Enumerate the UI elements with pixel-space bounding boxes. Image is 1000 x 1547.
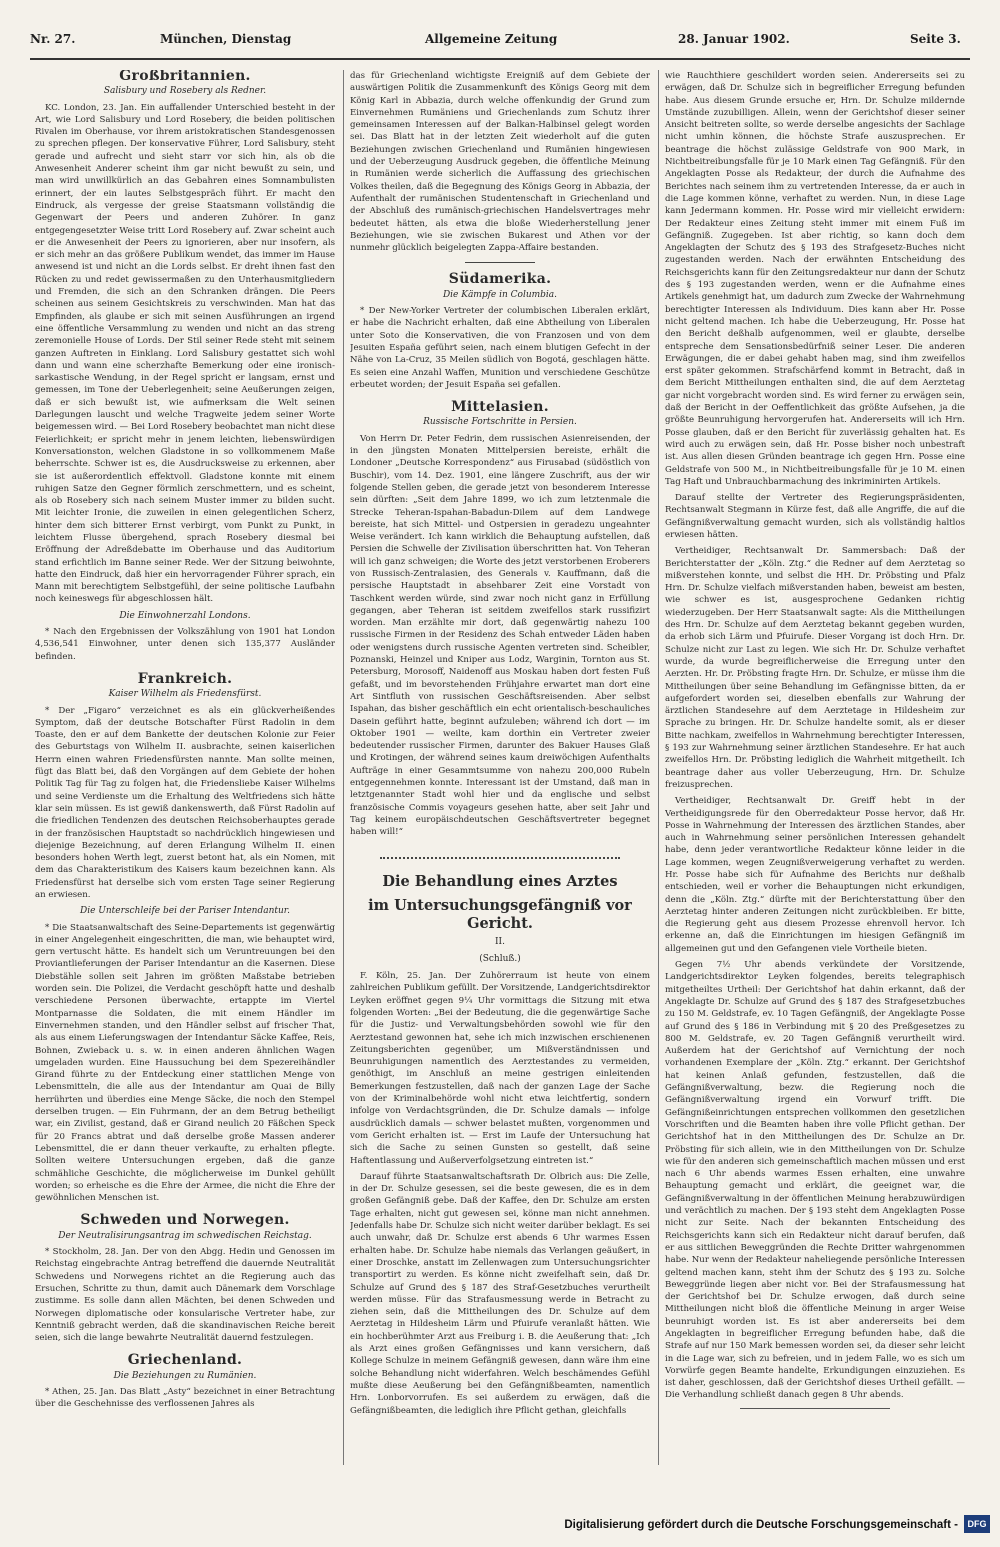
article-paragraph: Darauf stellte der Vertreter des Regierungspräsidenten, Rechtsanwalt Stegmann in Kürze fest, daß alle Angriffe, die auf die Gefängnißverwaltung gemacht wurden, sich als vollständig haltlos erwiesen hätten. (665, 493, 965, 540)
article-paragraph: Von Herrn Dr. Peter Fedrin, dem russischen Asienreisenden, der in den jüngsten Monaten Mittelpersien bereiste, erhält die Londoner „Deutsche Korrespondenz“ aus Firusabad (südöstlich von Buschir), vom 14. Dez. 1901, eine längere Zuschrift, aus der wir folgende Stellen geben, die gerade jetzt von besonderem Interesse sein dürften: „Seit dem Jahre 1899, wo ich zum letztenmale die Strecke Teheran-Ispahan-Babadun-Dilem auf dem Landwege bereiste, hat sich Mittel- und Ostpersien in geradezu ungeahnter Weise verändert. Ich kann wirklich die Behauptung aufstellen, daß Persien die Schwelle der Zivilisation überschritten hat. Von Teheran will ich ganz schweigen; die Worte des jetzt verstorbenen Eroberers von Russisch-Zentralasien, des Generals v. Kauffmann, daß die persische Hauptstadt in absehbarer Zeit eine Vorstadt von Taschkent werden würde, sind zwar noch nicht ganz in Erfüllung gegangen, aber Teheran ist seitdem zweifellos stark russifizirt worden. Man erzählte mir dort, daß gegenwärtig nahezu 100 russische Firmen in der Residenz des Schah entweder Läden haben oder wenigstens durch russische Agenten vertreten sind. Scheibler, Poznanski, Heinzel und Kniper aus Lodz, Warginin, Tornton aus St. Petersburg, Morosoff, Naidenoff aus Moskau haben dort festen Fuß gefaßt, und im bevorstehenden Frühjahre erwartet man dort eine Art Sintfluth von russischen Geschäftsreisenden. Aber selbst Ispahan, das bisher geschäftlich ein echt orientalisch-beschauliches Dasein geführt hatte, beginnt aufzuleben; während ich dort — im Oktober 1901 — weilte, kam dorthin ein Vertreter zweier bedeutender russischer Firmen, darunter des Bakuer Hauses Glaß und Krotingen, der während seines kaum dreiwöchigen Aufenthalts Aufträge in einer Gesammtsumme von nahezu 200,000 Rubeln entgegennehmen konnte. Interessant ist der Umstand, daß man in letztgenannter Stadt wohl hier und da englische und selbst französische Commis voyageurs gesehen hatte, aber seit Jahr und Tag keinem europäischdeutschen Geschäftsvertreter begegnet haben will!“ (350, 433, 650, 838)
article-headline-line-2: im Untersuchungsgefängniß vor Gericht. (368, 896, 632, 932)
article-paragraph: Vertheidiger, Rechtsanwalt Dr. Greiff hebt in der Vertheidigungsrede für den Oberredakteur Posse hervor, daß Hr. Posse in Wahrnehmung der Interessen des ärztlichen Standes, aber auch in Wahrnehmung seiner persönlichen Interessen gehandelt habe, denn jeder verantwortliche Redakteur könne leider in die Lage kommen, wegen Zeugnißverweigerung verhaftet zu werden. Hr. Posse habe sich für Aufnahme des Berichts nur deßhalb entschieden, weil er vorher die Behauptungen nicht erkundigen, denn die „Köln. Ztg.“ dürfte mit der Berichterstattung über den Aerztetag hinter anderen Zeitungen nicht zurückbleiben. Er bitte, die Regierung geht aus diesem Prozesse ehrenvoll hervor. Ich erkenne an, daß die Einrichtungen im hiesigen Gefängniß im allgemeinen gut und den Gefangenen viele Vortheile bieten. (665, 796, 965, 954)
column-2 (350, 70, 650, 1465)
short-divider (465, 262, 535, 263)
section-subtitle: Die Einwohnerzahl Londons. (119, 610, 251, 621)
column-1 (35, 70, 335, 1465)
section-title-grossbritannien: Großbritannien. (119, 70, 251, 84)
digitization-credit: Digitalisierung gefördert durch die Deutsche Forschungsgemeinschaft - (564, 1519, 958, 1531)
article-paragraph: * Der New-Yorker Vertreter der columbischen Liberalen erklärt, er habe die Nachricht erhalten, daß eine Abtheilung von Liberalen unter Soto die Konservativen, die von Franzosen und von dem Jesuiten España geführt seien, nach einem blutigen Gefecht in der Nähe von La-Cruz, 35 Meilen südlich von Bogotá, geschlagen hätte. Es seien eine Anzahl Waffen, Munition und verschiedene Geschütze erbeutet worden; der Jesuit España sei gefallen. (350, 306, 650, 390)
newspaper-page (20, 22, 970, 1512)
end-divider (740, 1408, 890, 1409)
dotted-divider (380, 857, 620, 859)
column-divider-2 (658, 70, 659, 1465)
article-paragraph: * Der „Figaro“ verzeichnet es als ein glückverheißendes Symptom, daß der deutsche Botschafter Fürst Radolin in dem Toaste, den er auf dem Bankette der deutschen Kolonie zur Feier des Geburtstags von Wilhelm II. ausbrachte, seinen kaiserlichen Herrn einen wahren Friedensfürsten nannte. Man sollte meinen, fügt das Blatt bei, daß den Vorgängen auf dem Gebiete der hohen Politik Tag für Tag zu folgen hat, die Friedensliebe Kaiser Wilhelms und seine Verdienste um die Erhaltung des Weltfriedens sich hätte klar sein müssen. Es ist gewiß dankenswerth, daß Fürst Radolin auf die friedlichen Tendenzen des deutschen Reichsoberhauptes gerade in der französischen Hauptstadt so nachdrücklich hingewiesen und diejenige Bezeichnung, auf deren Erlangung Wilhelm II. einen besonders hohen Werth legt, zuerst betont hat, als ein Nomen, mit dem das Charakteristikum des Kaisers kaum bezeichnen kann. Als Friedensfürst hat derselbe sich vom ersten Tage seiner Regierung an erwiesen. (35, 705, 335, 900)
page-header (30, 32, 970, 54)
article-paragraph: * Athen, 25. Jan. Das Blatt „Asty“ bezeichnet in einer Betrachtung über die Geschehnisse des verflossenen Jahres als (35, 1386, 335, 1410)
article-paragraph: * Nach den Ergebnissen der Volkszählung von 1901 hat London 4,536,541 Einwohner, unter denen sich 135,377 Ausländer befinden. (35, 627, 335, 662)
header-divider (30, 58, 970, 60)
section-title-suedamerika: Südamerika. (448, 271, 552, 288)
section-title-schweden: Schweden und Norwegen. (80, 1212, 290, 1229)
article-paragraph: Vertheidiger, Rechtsanwalt Dr. Sammersbach: Daß der Berichterstatter der „Köln. Ztg.“ die Redner auf dem Aerztetag so mißverstehen konnte, und selbst die HH. Dr. Pröbsting und Pfalz Hrn. Dr. Schulze vielfach mißverstanden haben, beweist am besten, wie schwer es ist, ausgesprochene Gedanken richtig wiederzugeben. Der Herr Staatsanwalt sagte: Als die Mittheilungen des Hrn. Dr. Schulze auf dem Aerztetag bekannt gegeben wurden, da erhob sich Lärm und Pfuirufe. Dieser Vorgang ist doch Hrn. Dr. Schulze nicht zur Last zu legen. Wie sich Hr. Dr. Schulze verhaftet wurde, da wurde begreiflicherweise die Erregung unter den Aerzten. Hr. Dr. Pröbsting fragte Hrn. Dr. Schulze, er müsse ihm die Mittheilungen über seine Behandlung im Gefängnisse bitten, da er aufgefordert worden sei, dieselben ebenfalls zur Wahrung der ärztlichen Standesehre auf dem Aerztetage in Hildesheim zur Sprache zu bringen. Hr. Dr. Schulze handelte somit, als er dieser Bitte nachkam, zweifellos in Wahrnehmung berechtigter Interessen, § 193 zur Wahrnehmung seiner ärztlichen Standesehre. Er hat auch zweifellos Hrn. Dr. Pröbsting lediglich die Wahrheit mitgetheilt. Ich beantrage daher aus voller Ueberzeugung, Hrn. Dr. Schulze freizusprechen. (665, 546, 965, 790)
column-divider-1 (343, 70, 344, 1465)
column-3 (665, 70, 965, 1416)
newspaper-title: Allgemeine Zeitung (425, 32, 558, 46)
section-title-mittelasien: Mittelasien. (451, 399, 549, 416)
section-subtitle: Der Neutralisirungsantrag im schwedischen Reichstag. (58, 1230, 312, 1241)
issue-number: Nr. 27. (30, 32, 76, 46)
section-subtitle: Die Kämpfe in Columbia. (442, 289, 558, 300)
issue-date: 28. Januar 1902. (678, 32, 790, 46)
section-subtitle: Die Beziehungen zu Rumänien. (113, 1370, 257, 1381)
article-paragraph: KC. London, 23. Jan. Ein auffallender Unterschied besteht in der Art, wie Lord Salisbury und Lord Rosebery, die beiden politischen Rivalen im Oberhause, vor ihrem aristokratischen Standesgenossen zu sprechen pflegen. Der konservative Führer, Lord Salisbury, steht gerade und aufrecht und sieht starr vor sich hin, als ob die Anwesenheit Anderer scheint ihm gar nicht bewußt zu sein, und man wird unwillkürlich an das Gebahren eines Somnambulisten erinnert, der ein lautes Selbstgespräch führt. Er macht den Eindruck, als vergesse der greise Staatsmann vollständig die Gegenwart der Peers und anderen Zuhörer. In ganz entgegengesetzter Weise tritt Lord Rosebery auf. Zwar scheint auch er die Anwesenheit der Peers zu ignorieren, aber nur insofern, als er sich mehr an das größere Publikum wendet, das immer im Hause anwesend ist und nicht an die Lords selbst. Er dreht ihnen fast den Rücken zu und redet gewissermaßen zu den Unterhausmitgliedern und Fremden, die sich an den Schranken drängen. Die Peers scheinen aus seinem Gesichtskreis zu verschwinden. Man hat das Empfinden, als glaube er sich mit seinen Ausführungen an irgend eine öffentliche Versammlung zu wenden und nicht an das streng zeremonielle House of Lords. Der Stil seiner Rede steht mit seinem ganzen Auftreten in Einklang. Lord Salisbury gestattet sich wohl dann und wann eine scherzhafte Bemerkung oder eine ironisch-sarkastische Wendung, in der Regel spricht er langsam, ernst und gemessen, im Tone der Ueberlegenheit; seine Aeußerungen zeigen, daß er sich bewußt ist, wie aufmerksam die Welt seinen Darlegungen lauscht und welche Tragweite jedem seiner Worte beigemessen wird. — Bei Lord Rosebery beobachtet man nicht diese Feierlichkeit; er spricht mehr in jenem leichten, liebenswürdigen Konversationston, welchen Gladstone in so vollkommenem Maße beherrschte. Schwer ist es, die Ausdrucksweise zu erkennen, aber sie ist außerordentlich effektvoll. Gladstone konnte mit einem ruhigen Satze den Gegner förmlich zerschmettern, und es scheint, als ob Rosebery sich nach seinem Muster immer zu bilden sucht. Mit leichter Ironie, die zuweilen in einen gelegentlichen Scherz, hinter dem sich bitterer Ernst verbirgt, vom Punkt zu Punkt, in leichtem Flusse übergehend, sprach Rosebery diesmal bei Eröffnung der Adreßdebatte im Oberhause und das Auditorium stand erfichtlich im Banne seiner Rede. Wer der Sitzung beiwohnte, hatte den Eindruck, daß hier ein hervorragender Führer sprach, ein Mann mit berechtigtem Selbstgefühl, der seine politische Laufbahn noch keineswegs für abgeschlossen hält. (35, 102, 335, 605)
article-paragraph: F. Köln, 25. Jan. Der Zuhörerraum ist heute von einem zahlreichen Publikum gefüllt. Der Vorsitzende, Landgerichtsdirektor Leyken eröffnet gegen 9¼ Uhr vormittags die Sitzung mit etwa folgenden Worten: „Bei der Bedeutung, die die gegenwärtige Sache für die Justiz- und Verwaltungsbehörden sowohl wie für den Aerztestand gewonnen hat, sehe ich mich inzwischen erschienenen Zeitungsberichten gegenüber, um Mißverständnissen und Beunruhigungen namentlich des Aerztestandes zu vermeiden, genöthigt, im Anschluß an meine gestrigen einleitenden Bemerkungen festzustellen, daß nach der ganzen Lage der Sache von der Kriminalbehörde wohl nicht etwa leichtfertig, sondern infolge von Verdachtsgründen, die Dr. Schulze damals — infolge ausdrücklich damals — schwer belastet mußten, vorgenommen und vom Gericht erhalten ist. — Erst im Laufe der Untersuchung hat sich die Sache zu seinen Gunsten so gestellt, daß seine Haftentlassung und Außerverfolgsetzung eintreten ist.“ (350, 971, 650, 1166)
article-paragraph: Gegen 7½ Uhr abends verkündete der Vorsitzende, Landgerichtsdirektor Leyken folgendes, bereits telegraphisch mitgetheiltes Urtheil: Der Gerichtshof hat dahin erkannt, daß der Angeklagte Dr. Schulze auf Grund des § 187 des Strafgesetzbuches zu 150 M. Geldstrafe, ev. 10 Tagen Gefängniß, der Angeklagte Posse auf Grund des § 186 in Verbindung mit § 20 des Preßgesetzes zu 800 M. Geldstrafe, ev. 20 Tagen Gefängniß verurtheilt wird. Außerdem hat der Gerichtshof auf Vernichtung der noch vorhandenen Exemplare der „Köln. Ztg.“ erkannt. Der Gerichtshof hat keinen Anlaß gefunden, festzustellen, daß die Gefängnißverwaltung, bezw. die Regierung noch die Gefängnißverwaltung irgend ein Vorwurf trifft. Die Gefängnißeinrichtungen entsprechen vollkommen den gesetzlichen Vorschriften und die Beamten haben ihre volle Pflicht gethan. Der Gerichtshof hat in den Mittheilungen des Dr. Schulze an Dr. Pröbsting für sich allein, wie in den Mittheilungen von Dr. Schulze wie für den anderen sich gemeinschaftlich machen müssen und erst nach 6 Uhr abends warmes Essen erhalten, eine unwahre Behauptung gemacht und erklärt, die geeignet war, die Gefängnißverwaltung in der öffentlichen Meinung herabzuwürdigen und verächtlich zu machen. Der § 193 steht dem Angeklagten Posse nicht zur Seite. Nach der bekannten Entscheidung des Reichsgerichts kann sich ein Redakteur nicht darauf berufen, daß er aus sittlichen Beweggründen die Rechte Dritter wahrgenommen habe. Nur wenn der Redakteur naheliegende persönliche Interessen geltend machen kann, steht ihm der Schutz des § 193 zu. Solche Beweggründe liegen aber nicht vor. Bei der Strafausmessung hat der Gerichtshof bei Dr. Schulze erwogen, daß durch seine Mittheilungen nicht bloß die öffentliche Meinung in arger Weise beunruhigt worden ist. Es ist aber andererseits bei dem Angeklagten in begreiflicher Erregung befunden habe, daß die Strafe auf nur 150 Mark bemessen worden sei, da dieser sehr leicht in die Lage war, sich zu befreien, und in jedem Falle, wo es sich um Vorwürfe gegen Beamte handelte, Erkundigungen einzuziehen. Es ist daher, geschlossen, daß der Gerichtshof dieses Urtheil gefällt. — Die Verhandlung schließt danach gegen 8 Uhr abends. (665, 960, 965, 1401)
article-headline-line-1: Die Behandlung eines Arztes (382, 872, 618, 890)
section-title-griechenland: Griechenland. (127, 1352, 243, 1369)
dfg-logo: DFG (964, 1515, 990, 1533)
article-paragraph: das für Griechenland wichtigste Ereigniß auf dem Gebiete der auswärtigen Politik die Zusammenkunft des Königs Georg mit dem König Karl in Abbazia, durch welche offenkundig der Grund zum Einvernehmen Rumäniens und Griechenlands zum Schutz ihrer gemeinsamen Interessen auf der Balkan-Halbinsel gelegt worden sei. Das Blatt hat in der letzten Zeit wiederholt auf die guten Beziehungen zwischen Griechenland und Rumänien hingewiesen und der Ueberzeugung Ausdruck gegeben, die öffentliche Meinung in Rumänien werde sicherlich die Auffassung des griechischen Volkes theilen, daß die Begegnung des Königs Georg in Abbazia, der Aufenthalt der rumänischen Studentenschaft in Griechenland und der Abschluß des rumänisch-griechischen Handelsvertrages mehr bedeutet hätten, als etwa die bloße Wiederherstellung jener Beziehungen, wie sie zwischen Bukarest und Athen vor der nunmehr glücklich beigelegten Zappa-Affaire bestanden. (350, 71, 650, 254)
section-subtitle: Salisbury und Rosebery als Redner. (103, 86, 267, 97)
section-title-frankreich: Frankreich. (137, 670, 233, 687)
article-paragraph: Darauf führte Staatsanwaltschaftsrath Dr. Olbrich aus: Die Zelle, in der Dr. Schulze gesessen, sei die beste gewesen, die es in dem großen Gefängniß gebe. Daß der Kaffee, den Dr. Schulze am ersten Tage erhalten, nicht gut gewesen sei, könne man nicht annehmen. Jedenfalls habe Dr. Schulze sich nicht weiter darüber beklagt. Es sei auch unwahr, daß Dr. Schulze erst abends 6 Uhr warmes Essen erhalten habe. Dr. Schulze habe niemals das Verlangen geäußert, in einer Droschke, anstatt im Zellenwagen zum Untersuchungsrichter transportirt zu werden. Es könne nicht zweifelhaft sein, daß Dr. Schulze auf Grund des § 187 des Straf-Gesetzbuches verurtheilt werden müsse. Für das Strafausmessung werde in Betracht zu ziehen sein, daß die Mittheilungen des Dr. Schulze auf dem Aerztetag in Hildesheim Lärm und Pfuirufe veranlaßt hätten. Wie ein hochberühmter Arzt aus Freiburg i. B. die Aeußerung that: „Ich als Arzt eines großen Gefängnisses und kann versichern, daß Kollege Schulze in meinem Gefängniß gewesen, dann wäre ihm eine solche Behandlung nicht widerfahren. Welch beschämendes Gefühl mußte diese Aeußerung bei den Gefängnißbeamten, namentlich Hrn. Lonborvorrufen. Es sei außerdem zu erwägen, daß die Gefängnißbeamten, die lediglich ihre Pflicht gethan, gleichfalls (350, 1171, 650, 1416)
article-part-number: II. (495, 936, 505, 947)
article-paragraph: wie Rauchthiere geschildert worden seien. Andererseits sei zu erwägen, daß Dr. Schulze sich in begreiflicher Erregung befunden habe. Aus diesem Grunde ersuche er, Hrn. Dr. Schulze mildernde Umstände zuzubilligen. Allein, wenn der Gerichtshof dieser seiner Ansicht beitreten sollte, so werde derselbe angesichts der Sachlage nicht umhin können, die höchste Strafe auszusprechen. Er beantrage die höchst zulässige Geldstrafe von 900 Mark, in Nichtbeitreibungsfalle für je 10 Mark einen Tag Gefängniß. Für den Angeklagten Posse als Redakteur, der durch die Aufnahme des Berichtes nach seinem ihm zu vertretenden Interesse, da er auch in die Lage kommen könne, verhaftet zu werden. Nun, in diese Lage kann Jedermann kommen. Hr. Posse wird mir vielleicht erwidern: Der Redakteur eines Zeitung steht immer mit einem Fuß im Gefängniß. Zugegeben. Ist aber richtig, so kann doch dem Angeklagten der Schutz des § 193 des Strafgesetz-Buches nicht zugestanden werden. Nach der erwähnten Entscheidung des Reichsgerichts kann für den Zeitungsredakteur nur dann der Schutz des § 193 zugestanden werden, wenn er die Aufnahme eines Artikels genehmigt hat, um dadurch zum Zwecke der Wahrnehmung berechtigter Interessen als Individuum. Dies kann aber Hr. Posse nicht geltend machen. Ich habe die Ueberzeugung, Hr. Posse hat den Bericht deßhalb aufgenommen, weil er glaubte, derselbe entspreche dem Sensationsbedürfniß seiner Leser. Die anderen Erwägungen, die er dabei gehabt haben mag, sind ihm zweifellos erst später gekommen. Strafschärfend kommt in Betracht, daß in dem Bericht Mittheilungen enthalten sind, die auf dem Aerztetag gar nicht vorgebracht worden sind. Es wird ferner zu erwägen sein, daß der Bericht in der Oeffentlichkeit das größte Aufsehen, ja die größte Beunruhigung hervorgerufen hat. Andererseits will ich Hrn. Posse glauben, daß er den Bericht für zuverlässig gehalten hat. Es wird auch zu erwägen sein, daß Hr. Posse bisher noch unbestraft ist. Aus allen diesen Gründen beantrage ich gegen Hrn. Posse eine Geldstrafe von 500 M., in Nichtbeitreibungsfalle für je 10 M. einen Tag Haft und Unbrauchbarmachung des inkriminirten Artikels. (665, 71, 965, 487)
article-paragraph: * Stockholm, 28. Jan. Der von den Abgg. Hedin und Genossen im Reichstag eingebrachte Antrag betreffend die dauernde Neutralität Schwedens und Norwegens richtet an die Regierung auch das Ersuchen, Schritte zu thun, damit auch Dänemark dem Vorschlage zustimme. Es solle dann allen Mächten, bei denen Schweden und Norwegen diplomatische oder konsularische Vertreter habe, zur Kenntniß gebracht werden, daß die skandinavischen Reiche bereit seien, sich die lange bewahrte Neutralität dauernd festzulegen. (35, 1247, 335, 1344)
place-and-day: München, Dienstag (160, 32, 292, 46)
article-conclusion-marker: (Schluß.) (479, 953, 521, 964)
section-subtitle: Kaiser Wilhelm als Friedensfürst. (108, 689, 262, 700)
article-paragraph: * Die Staatsanwaltschaft des Seine-Departements ist gegenwärtig in einer Angelegenheit eingeschritten, die man, wie behauptet wird, gern vertuscht hätte. Es handelt sich um Veruntreuungen bei den Proviantlieferungen der Pariser Intendantur an die Kasernen. Diese Diebstähle sollen seit Jahren im größten Maßstabe betrieben worden sein. Die Polizei, die Verdacht geschöpft hatte und deshalb verschiedene Personen überwachte, ertappte im Viertel Montparnasse die Soldaten, die mit einem Händler im Einvernehmen standen, und den Händler selbst auf frischer That, als aus einem Lieferungswagen der Intendantur Säcke Kaffee, Reis, Bohnen, Zwieback u. s. w. in einen anderen ähnlichen Wagen umgeladen wurden. Eine Haussuchung bei dem Spezereihändler Girand führte zu der Entdeckung einer stattlichen Menge von Lebensmitteln, die alle aus der Intendantur am Quai de Billy herrührten und überdies eine Menge Säcke, die noch den Stempel derselben trugen. — Ein Fuhrmann, der an dem Betrug betheiligt war, ein Zivilist, gestand, daß er Girand neulich 20 Fäßchen Speck für 20 Francs abtrat und daß derselbe große Massen anderer Lebensmittel, die er dann theuer verkaufte, zu erhalten pflegte. Sollten weitere Untersuchungen ergeben, daß die ganze schmähliche Geschichte, die möglicherweise im Dunkel gehüllt worden; so erheische es die Ehre der Armee, die nicht die Ehre der gewöhnlichen Menschen ist. (35, 922, 335, 1204)
page-number: Seite 3. (910, 32, 961, 46)
section-subtitle: Russische Fortschritte in Persien. (423, 417, 577, 428)
section-subtitle: Die Unterschleife bei der Pariser Intendantur. (80, 906, 290, 917)
